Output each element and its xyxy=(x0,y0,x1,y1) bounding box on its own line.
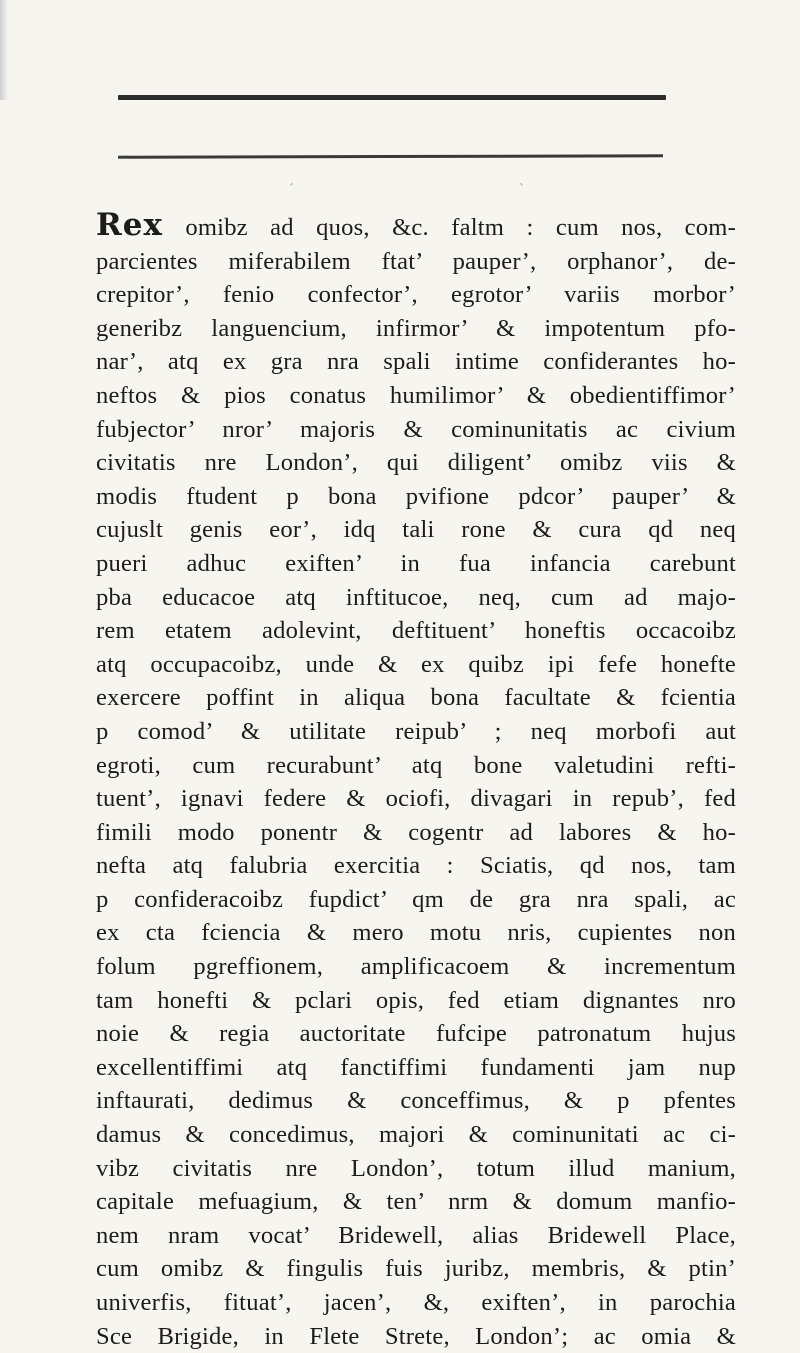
text-line xyxy=(96,446,736,480)
text-line xyxy=(96,1286,736,1320)
text-line xyxy=(96,513,736,547)
line-text: vibz civitatis nre London’, totum illud manium, xyxy=(96,1154,736,1182)
line-text: damus & concedimus, majori & cominunitati ac ci- xyxy=(96,1121,736,1149)
line-text: p comod’ & utilitate reipub’ ; neq morbofi aut xyxy=(96,717,736,745)
line-text: fubjector’ nror’ majoris & cominunitatis ac civium xyxy=(96,415,736,443)
line-text: cujuslt genis eor’, idq tali rone & cura qd neq xyxy=(96,516,736,544)
text-line xyxy=(96,883,736,917)
line-text: exercere poffint in aliqua bona facultate & fcientia xyxy=(96,684,736,712)
text-line xyxy=(96,1152,736,1186)
text-line xyxy=(96,849,736,883)
text-line xyxy=(96,749,736,783)
text-line xyxy=(96,480,736,514)
text-line xyxy=(96,1017,736,1051)
text-line xyxy=(96,984,736,1018)
line-text: noie & regia auctoritate fufcipe patronatum hujus xyxy=(96,1020,736,1048)
line-text: tam honefti & pclari opis, fed etiam dignantes nro xyxy=(96,986,736,1014)
line-text: fimili modo ponentr & cogentr ad labores & ho- xyxy=(96,818,736,846)
text-line xyxy=(96,1051,736,1085)
line-text: atq occupacoibz, unde & ex quibz ipi fefe honefte xyxy=(96,650,736,678)
line-text: nar’, atq ex gra nra spali intime confiderantes ho- xyxy=(96,348,736,376)
line-text: cum omibz & fingulis fuis juribz, membris, & ptin’ xyxy=(96,1255,736,1283)
line-text: omibz ad quos, &c. faltm : cum nos, com- xyxy=(185,214,736,241)
line-text: modis ftudent p bona pvifione pdcor’ pauper’ & xyxy=(96,482,736,510)
opening-word: Rex xyxy=(96,207,163,243)
text-line xyxy=(96,681,736,715)
line-text: egroti, cum recurabunt’ atq bone valetudini refti- xyxy=(96,751,736,779)
text-line xyxy=(96,950,736,984)
mark-left: ´ xyxy=(288,182,294,196)
text-line xyxy=(96,715,736,749)
page-edge-shadow xyxy=(0,0,8,100)
line-text: univerfis, fituat’, jacen’, &, exiften’, in parochia xyxy=(96,1289,736,1316)
text-line xyxy=(96,547,736,581)
line-text: crepitor’, fenio confector’, egrotor’ variis morbor’ xyxy=(96,281,736,309)
text-line xyxy=(96,1185,736,1219)
body-text xyxy=(96,209,736,1353)
text-line xyxy=(96,782,736,816)
line-text: nefta atq falubria exercitia : Sciatis, qd nos, tam xyxy=(96,852,736,880)
text-line xyxy=(96,1118,736,1152)
line-text: neftos & pios conatus humilimor’ & obedientiffimor’ xyxy=(96,381,736,409)
top-rule-thick xyxy=(118,95,666,100)
text-line xyxy=(96,916,736,950)
top-rule-thin xyxy=(118,154,663,158)
text-line xyxy=(96,312,736,346)
line-text: capitale mefuagium, & ten’ nrm & domum manfio- xyxy=(96,1188,736,1216)
line-text: ex cta fciencia & mero motu nris, cupientes non xyxy=(96,919,736,947)
text-line xyxy=(96,1252,736,1286)
line-text: generibz languencium, infirmor’ & impotentum pfo- xyxy=(96,314,736,342)
line-text: inftaurati, dedimus & conceffimus, & p pfentes xyxy=(96,1087,736,1115)
text-line xyxy=(96,1084,736,1118)
line-text: folum pgreffionem, amplificacoem & incrementum xyxy=(96,953,736,981)
line-text: excellentiffimi atq fanctiffimi fundamenti jam nup xyxy=(96,1053,736,1081)
line-text: Sce Brigide, in Flete Strete, London’; ac omia & xyxy=(96,1322,736,1350)
text-line xyxy=(96,1219,736,1253)
text-line xyxy=(96,1320,736,1353)
text-line xyxy=(96,816,736,850)
text-line xyxy=(96,209,736,245)
text-line xyxy=(96,245,736,279)
text-line xyxy=(96,581,736,615)
text-line xyxy=(96,648,736,682)
mark-right: ` xyxy=(519,182,525,196)
line-text: nem nram vocat’ Bridewell, alias Bridewell Place, xyxy=(96,1221,736,1249)
text-line xyxy=(96,379,736,413)
line-text: pueri adhuc exiften’ in fua infancia carebunt xyxy=(96,549,736,577)
line-text: tuent’, ignavi federe & ociofi, divagari in repub’, fed xyxy=(96,785,736,813)
line-text: p confideracoibz fupdict’ qm de gra nra spali, ac xyxy=(96,885,736,913)
line-text: civitatis nre London’, qui diligent’ omibz viis & xyxy=(96,449,736,477)
text-line xyxy=(96,413,736,447)
text-line xyxy=(96,345,736,379)
line-text: rem etatem adolevint, deftituent’ honeftis occacoibz xyxy=(96,617,736,645)
line-text: parcientes miferabilem ftat’ pauper’, orphanor’, de- xyxy=(96,247,736,275)
text-line xyxy=(96,614,736,648)
line-text: pba educacoe atq inftitucoe, neq, cum ad majo- xyxy=(96,583,736,611)
text-line xyxy=(96,278,736,312)
